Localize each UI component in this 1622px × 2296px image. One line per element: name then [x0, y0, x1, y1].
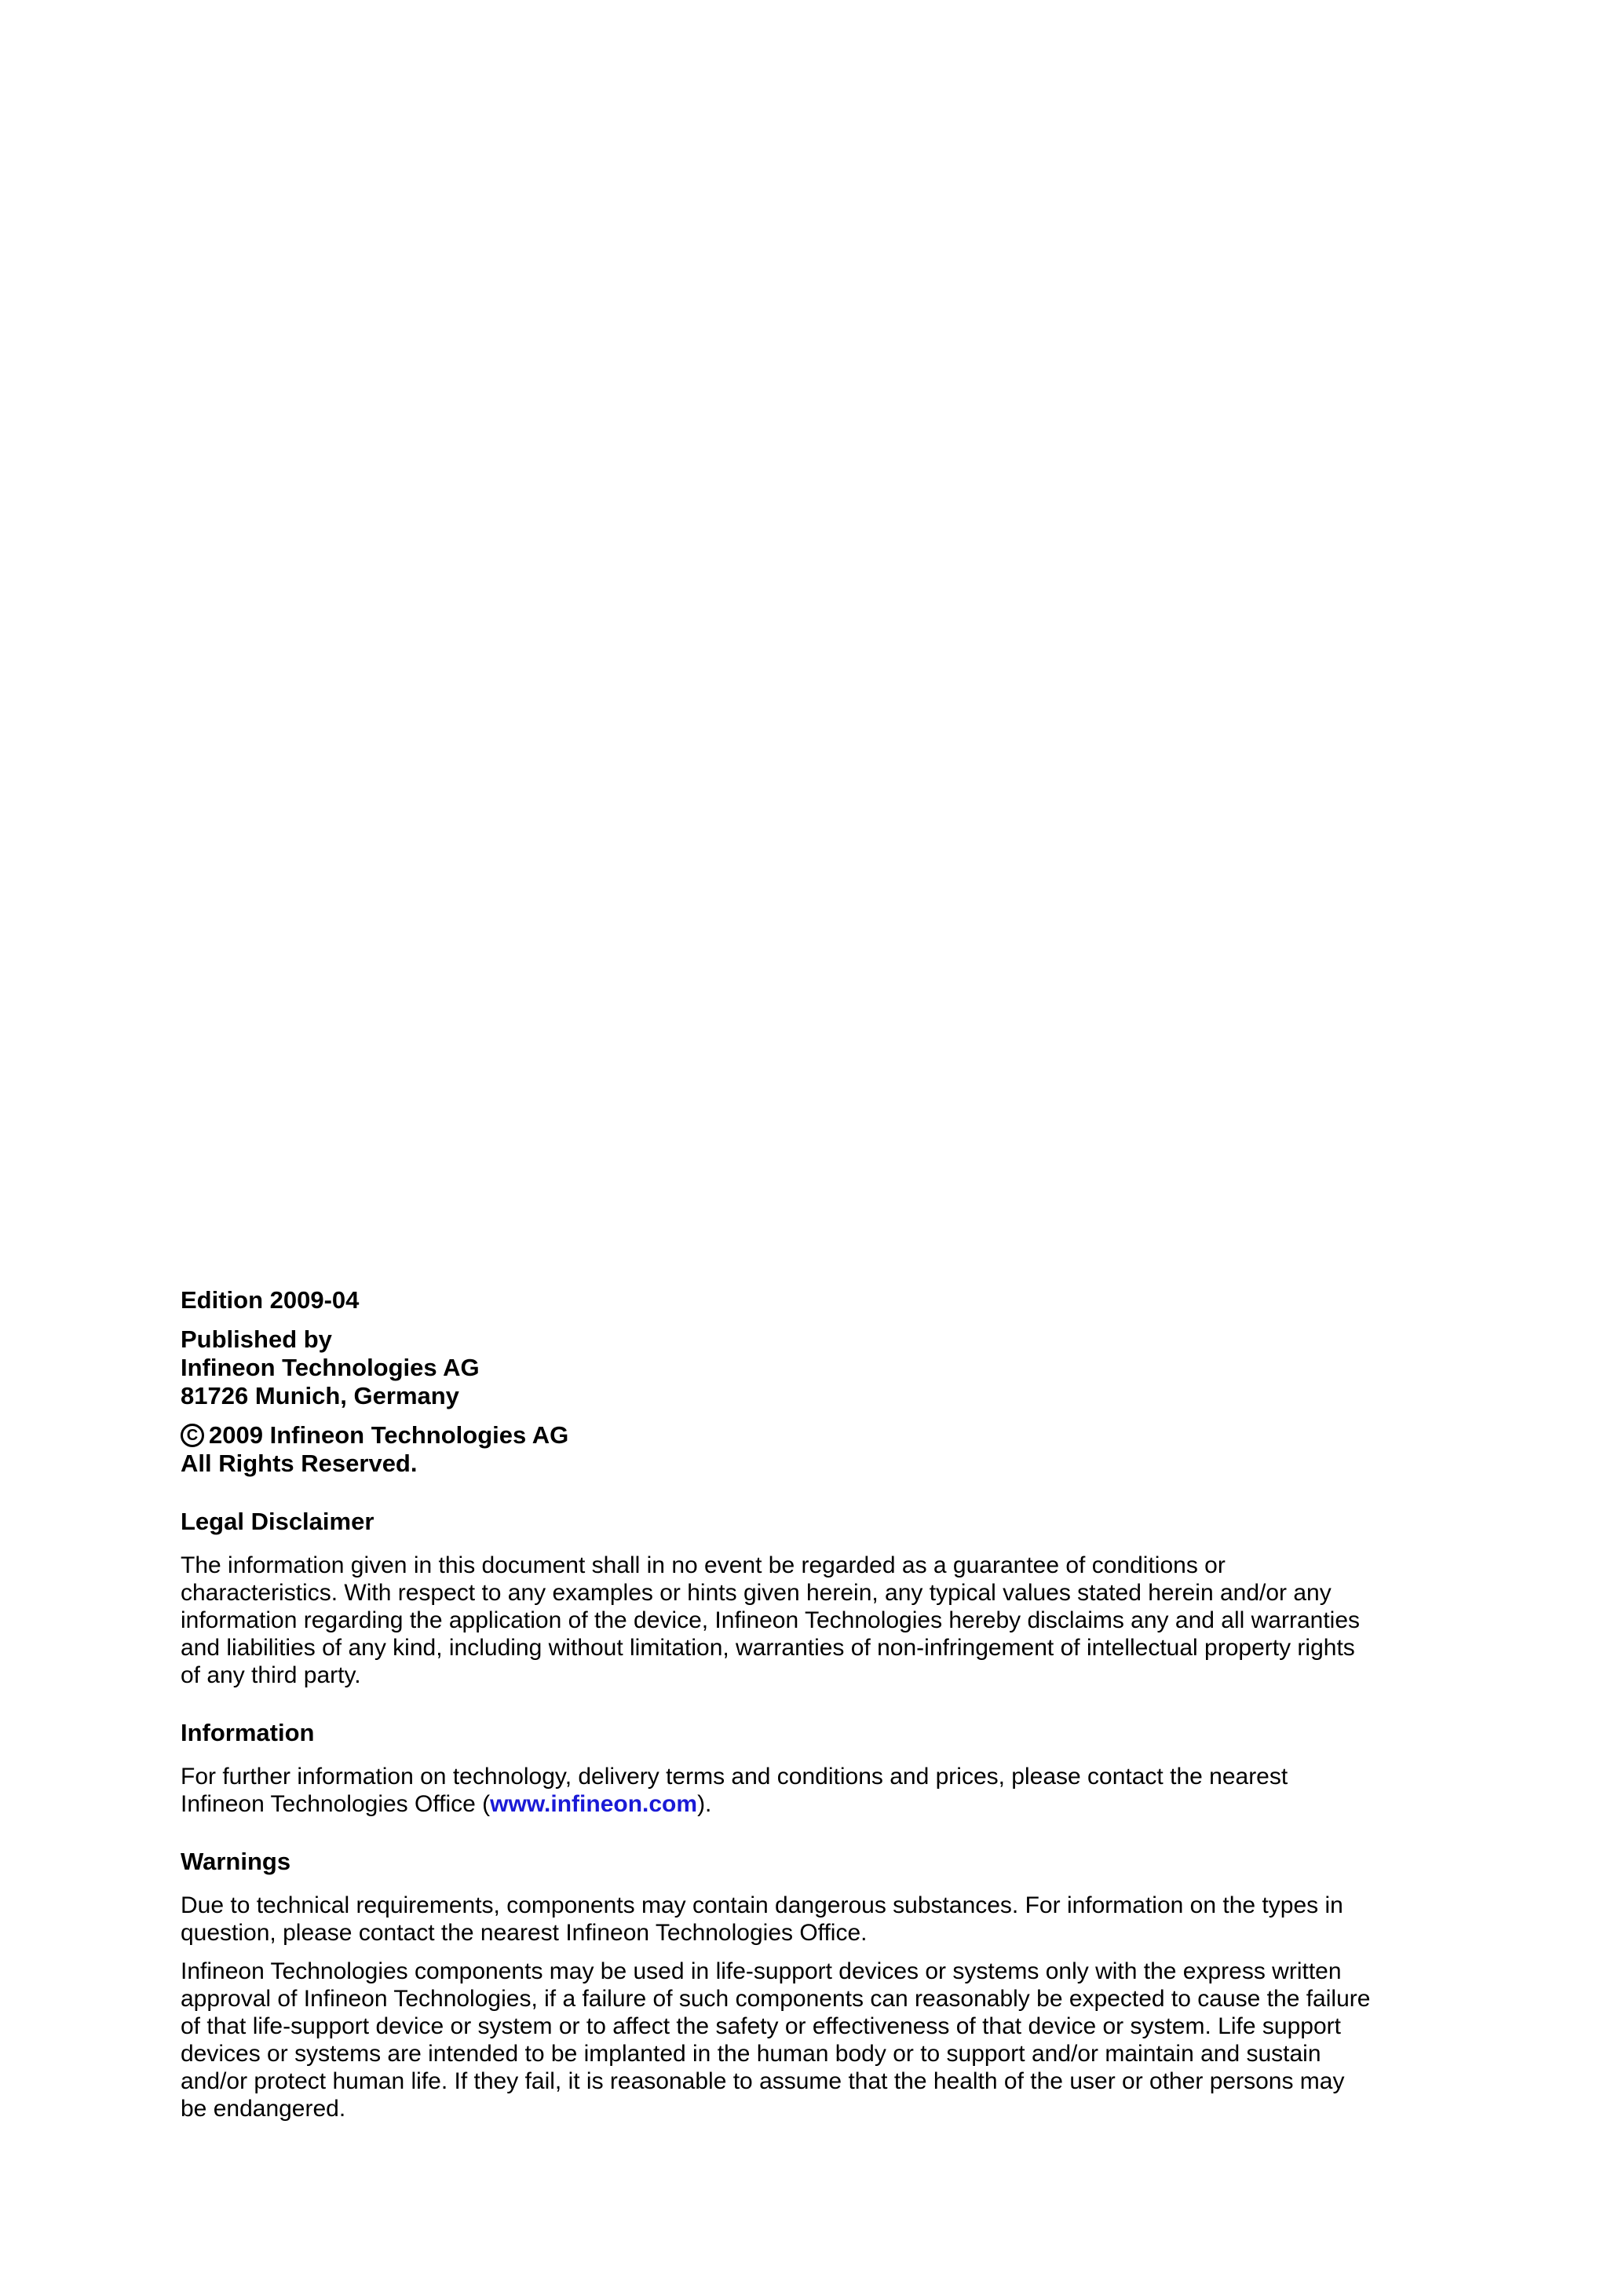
copyright-line: [181, 1421, 1452, 1450]
information-body: [181, 1763, 1452, 1818]
imprint-section: [181, 1286, 1452, 2122]
publisher-name: Infineon Technologies AG: [181, 1354, 480, 1381]
warning-line: Due to technical requirements, components may contain dangerous substances. For information on the types in: [181, 1892, 1343, 1918]
information-line: For further information on technology, delivery terms and conditions and prices, please contact the nearest: [181, 1764, 1288, 1790]
disclaimer-line: information regarding the application of the device, Infineon Technologies hereby disclaims any and all warranties: [181, 1607, 1361, 1633]
disclaimer-line: of any third party.: [181, 1662, 361, 1688]
warning-line: Infineon Technologies components may be used in life-support devices or systems only with the express written: [181, 1958, 1342, 1984]
disclaimer-line: and liabilities of any kind, including without limitation, warranties of non-infringement of intellectual property rights: [181, 1635, 1355, 1661]
rights-reserved: All Rights Reserved.: [181, 1450, 418, 1477]
warning-line: be endangered.: [181, 2096, 346, 2122]
warning-line: approval of Infineon Technologies, if a failure of such components can reasonably be expected to cause the failure: [181, 1986, 1371, 2012]
information-heading: Information: [181, 1719, 315, 1746]
warning-line: of that life-support device or system or to affect the safety or effectiveness of that device or system. Life support: [181, 2013, 1341, 2039]
warnings-paragraph-1: [181, 1892, 1452, 1947]
disclaimer-line: The information given in this document shall in no event be regarded as a guarantee of conditions or: [181, 1552, 1226, 1578]
legal-disclaimer-body: [181, 1552, 1452, 1689]
information-line-suffix: ).: [697, 1791, 712, 1817]
publisher-address: 81726 Munich, Germany: [181, 1382, 459, 1409]
infineon-website-link[interactable]: www.infineon.com: [490, 1791, 698, 1817]
legal-disclaimer-heading: Legal Disclaimer: [181, 1508, 374, 1535]
published-by-label: Published by: [181, 1325, 332, 1353]
information-line-prefix: Infineon Technologies Office (: [181, 1791, 491, 1817]
warnings-paragraph-2: [181, 1958, 1452, 2122]
warning-line: devices or systems are intended to be implanted in the human body or to support and/or maintain and sustain: [181, 2041, 1321, 2067]
copyright-text: 2009 Infineon Technologies AG: [209, 1421, 569, 1449]
warning-line: and/or protect human life. If they fail, it is reasonable to assume that the health of the user or other persons may: [181, 2068, 1345, 2094]
disclaimer-line: characteristics. With respect to any examples or hints given herein, any typical values stated herein and/or any: [181, 1580, 1332, 1606]
warning-line: question, please contact the nearest Infineon Technologies Office.: [181, 1920, 868, 1946]
warnings-heading: Warnings: [181, 1848, 291, 1875]
edition-line: Edition 2009-04: [181, 1286, 360, 1314]
information-line: [181, 1790, 1452, 1818]
copyright-icon: C: [181, 1424, 204, 1447]
